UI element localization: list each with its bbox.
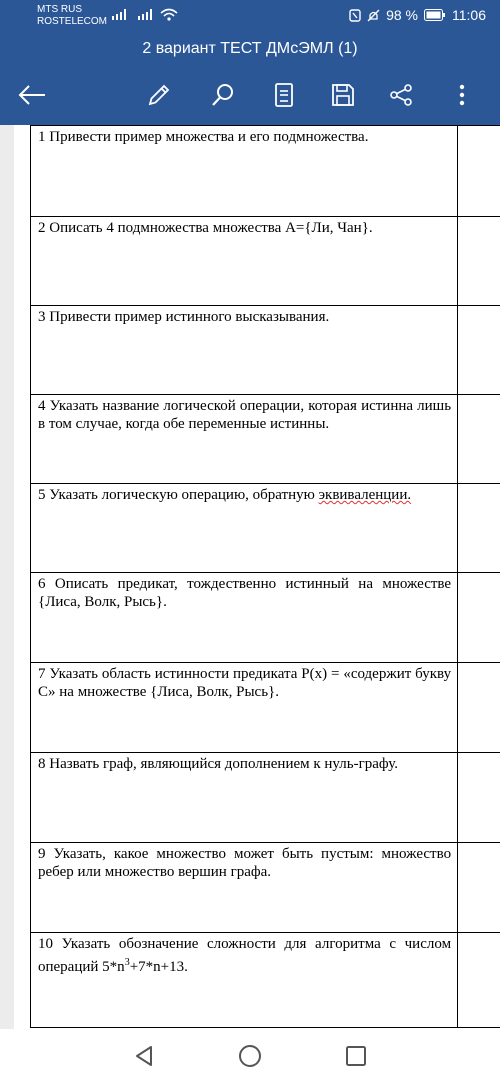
question-text: 5 Указать логическую операцию, обратную эквиваленции. [38,487,412,503]
question-cell [31,933,458,1028]
app-bar [0,0,500,125]
nav-back-button[interactable] [131,1043,157,1069]
answer-cell [458,843,500,933]
share-icon [389,83,413,107]
table-row [31,484,500,573]
carrier-line-2: ROSTELECOM [37,16,108,27]
question-cell: 4 Указать название логической операции, которая истинна лишь в том случае, когда обе переменные истинны. [31,395,458,484]
question-text-end: +7*n+13. [129,958,188,975]
signal-icon [112,9,128,20]
answer-cell [458,663,500,753]
status-bar [0,0,500,36]
more-icon [458,83,466,107]
nav-recents-button[interactable] [343,1043,369,1069]
back-button[interactable] [17,80,47,110]
question-text-start: 10 Указать обозначение сложности для алгоритма с числом операций 5*n [38,936,452,975]
nfc-icon [349,9,361,22]
table-row [31,573,500,663]
mute-bell-icon [367,9,380,22]
question-cell: 1 Привести пример множества и его подмножества. [31,126,458,217]
carrier-label [37,4,107,28]
back-arrow-icon [18,85,46,105]
question-cell: 3 Привести пример истинного высказывания. [31,306,458,395]
answer-cell [458,484,500,573]
spellcheck-word: эквиваленции. [318,487,412,503]
question-cell: 8 Назвать граф, являющийся дополнением к нуль-графу. [31,753,458,843]
table-row [31,663,500,753]
table-row [31,753,500,843]
save-icon [331,83,355,107]
home-circle-icon [238,1044,262,1068]
save-button[interactable] [328,80,358,110]
signal-2-icon [138,9,154,20]
answer-cell [458,573,500,663]
answer-cell [458,217,500,306]
more-button[interactable] [447,80,477,110]
wifi-icon [160,8,178,21]
search-button[interactable] [208,80,238,110]
answer-cell [458,395,500,484]
question-cell: 6 Описать предикат, тождественно истинный на множестве {Лиса, Волк, Рысь}. [31,573,458,663]
document-title: 2 вариант ТЕСТ ДМсЭМЛ (1) [142,40,358,57]
reading-mode-icon [274,83,294,107]
answer-cell [458,306,500,395]
table-row [31,126,500,217]
document-viewport[interactable] [0,125,500,1029]
carrier-line-1: MTS RUS [37,4,82,15]
pencil-icon [147,83,171,107]
clock: 11:06 [452,7,486,23]
nav-home-button[interactable] [237,1043,263,1069]
answer-cell [458,933,500,1028]
exponent: 3 [124,956,130,968]
status-right [349,7,486,23]
toolbar [0,72,500,118]
questions-table [30,125,500,1028]
question-cell: 7 Указать область истинности предиката P(x) = «содержит букву С» на множестве {Лиса, Волк, Рысь}. [31,663,458,753]
table-row [31,933,500,1028]
edit-button[interactable] [144,80,174,110]
question-cell: 9 Указать, какое множество может быть пустым: множество ребер или множество вершин графа. [31,843,458,933]
answer-cell [458,753,500,843]
share-button[interactable] [386,80,416,110]
table-row [31,843,500,933]
table-row [31,217,500,306]
search-icon [211,83,235,107]
document-page [14,125,500,1029]
system-nav-bar [0,1029,500,1083]
battery-icon [424,9,446,21]
reading-mode-button[interactable] [269,80,299,110]
table-row [31,395,500,484]
recents-square-icon [345,1045,367,1067]
back-triangle-icon [134,1045,154,1067]
answer-cell [458,126,500,217]
question-cell: 2 Описать 4 подмножества множества А={Ли, Чан}. [31,217,458,306]
question-cell [31,484,458,573]
table-row [31,306,500,395]
battery-percent: 98 % [386,7,418,23]
